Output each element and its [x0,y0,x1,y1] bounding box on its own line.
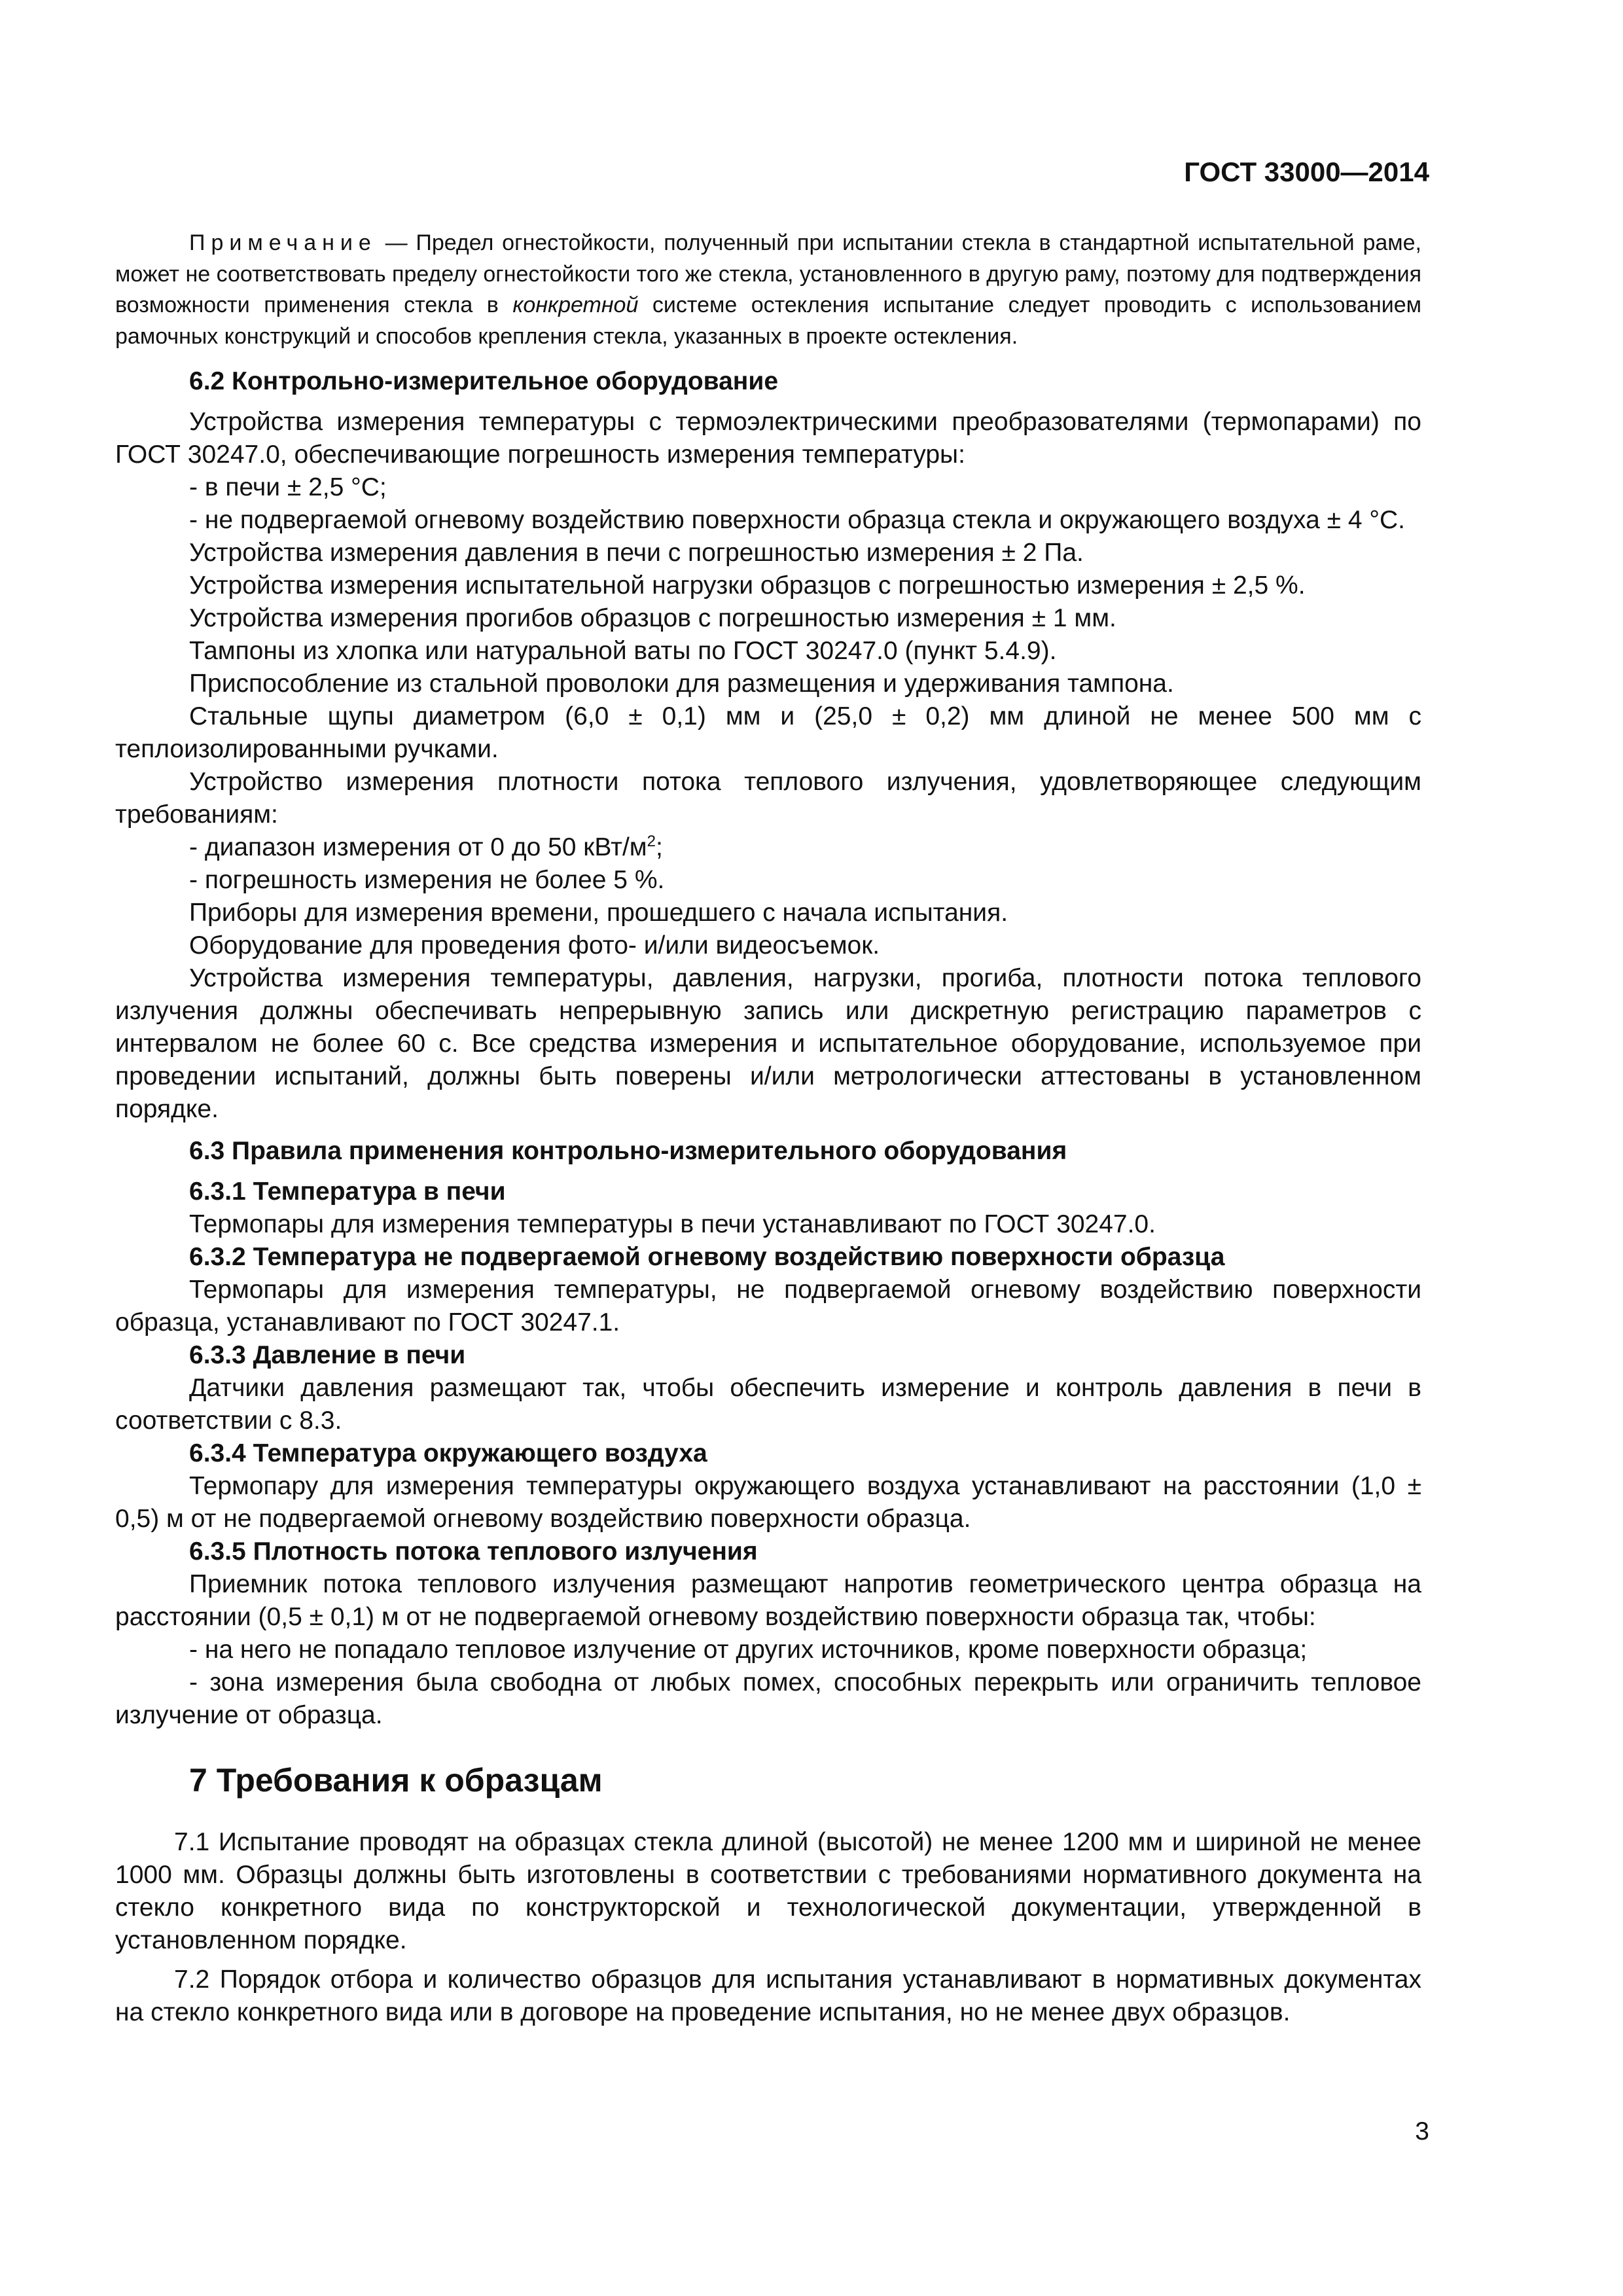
subsection-heading: 6.3.1 Температура в печи [189,1177,506,1206]
page-number: 3 [1415,2117,1429,2145]
note-text: — Предел огнестойкости, полученный при испытании стекла в стандартной испытательной раме, может не соответствовать пределу огнестойкости того же стекла, установленного в другую раму, поэтому для подтверждения возможности применения стекла в [115,230,1421,317]
note-label: Примечание [189,230,377,255]
paragraph: 7.2 Порядок отбора и количество образцов для испытания устанавливают в нормативных документах на стекло конкретного вида или в договоре на проведение испытания, но не менее двух образцов. [115,1965,1421,2026]
paragraph: Тампоны из хлопка или натуральной ваты по ГОСТ 30247.0 (пункт 5.4.9). [189,637,1057,665]
paragraph: Приборы для измерения времени, прошедшего с начала испытания. [189,899,1008,927]
section-7-title: 7 Требования к образцам [189,1762,603,1799]
page-content [115,228,1421,2036]
paragraph: 7.1 Испытание проводят на образцах стекла длиной (высотой) не менее 1200 мм и шириной не менее 1000 мм. Образцы должны быть изготовлены в соответствии с требованиями нормативного документа на стекло конкретного вида по конструкторской и технологической документации, утвержденной в установленном порядке. [115,1828,1421,1954]
document-header-id: ГОСТ 33000—2014 [1184,156,1429,187]
list-item: - зона измерения была свободна от любых помех, способных перекрыть или ограничить тепловое излучение от образца. [115,1668,1421,1729]
note-emphasis: конкретной [512,293,639,317]
paragraph: Устройства измерения испытательной нагрузки образцов с погрешностью измерения ± 2,5 %. [189,571,1306,600]
note-paragraph [115,228,1421,352]
paragraph: Термопары для измерения температуры, не подвергаемой огневому воздействию поверхности образца, устанавливают по ГОСТ 30247.1. [115,1276,1421,1336]
paragraph: Датчики давления размещают так, чтобы обеспечить измерение и контроль давления в печи в соответствии с 8.3. [115,1374,1421,1435]
section-6-3-title: 6.3 Правила применения контрольно-измерительного оборудования [189,1137,1067,1165]
subsection-heading: 6.3.5 Плотность потока теплового излучения [189,1537,758,1566]
list-item [115,831,1421,864]
paragraph: Устройства измерения температуры, давления, нагрузки, прогиба, плотности потока теплового излучения должны обеспечивать непрерывную запись или дискретную регистрацию параметров с интервалом не более 60 с. Все средства измерения и испытательное оборудование, используемое при проведении испытаний, должны быть поверены и/или метрологически аттестованы в установленном порядке. [115,964,1421,1123]
section-6-2-title: 6.2 Контрольно-измерительное оборудование [189,367,779,395]
superscript: 2 [647,833,656,850]
list-item-text: - диапазон измерения от 0 до 50 кВт/м [189,833,647,861]
paragraph: Устройства измерения температуры с термоэлектрическими преобразователями (термопарами) по ГОСТ 30247.0, обеспечивающие погрешность измерения температуры: [115,408,1421,469]
list-item: - погрешность измерения не более 5 %. [189,866,665,894]
paragraph: Устройства измерения прогибов образцов с погрешностью измерения ± 1 мм. [189,604,1116,632]
paragraph: Оборудование для проведения фото- и/или видеосъемок. [189,931,880,960]
list-item: - не подвергаемой огневому воздействию поверхности образца стекла и окружающего воздуха ± 4 °С. [189,506,1406,534]
subsection-heading: 6.3.2 Температура не подвергаемой огневому воздействию поверхности образца [189,1243,1225,1271]
paragraph: Термопару для измерения температуры окружающего воздуха устанавливают на расстоянии (1,0 ± 0,5) м от не подвергаемой огневому воздействию поверхности образца. [115,1472,1421,1533]
subsection-heading: 6.3.3 Давление в печи [189,1341,466,1369]
list-item: - в печи ± 2,5 °С; [189,473,387,501]
paragraph: Устройство измерения плотности потока теплового излучения, удовлетворяющее следующим требованиям: [115,768,1421,829]
paragraph: Термопары для измерения температуры в печи устанавливают по ГОСТ 30247.0. [189,1210,1156,1238]
paragraph: Устройства измерения давления в печи с погрешностью измерения ± 2 Па. [189,539,1084,567]
list-item-text-end: ; [655,833,663,861]
list-item: - на него не попадало тепловое излучение от других источников, кроме поверхности образца; [189,1636,1308,1664]
note-text-end: системе остекления испытание следует проводить с использованием рамочных конструкций и способов крепления стекла, указанных в проекте остекления. [115,293,1421,349]
paragraph: Стальные щупы диаметром (6,0 ± 0,1) мм и (25,0 ± 0,2) мм длиной не менее 500 мм с теплоизолированными ручками. [115,702,1421,763]
subsection-heading: 6.3.4 Температура окружающего воздуха [189,1439,707,1467]
paragraph: Приспособление из стальной проволоки для размещения и удерживания тампона. [189,670,1174,698]
paragraph: Приемник потока теплового излучения размещают напротив геометрического центра образца на расстоянии (0,5 ± 0,1) м от не подвергаемой огневому воздействию поверхности образца так, чтобы: [115,1570,1421,1631]
